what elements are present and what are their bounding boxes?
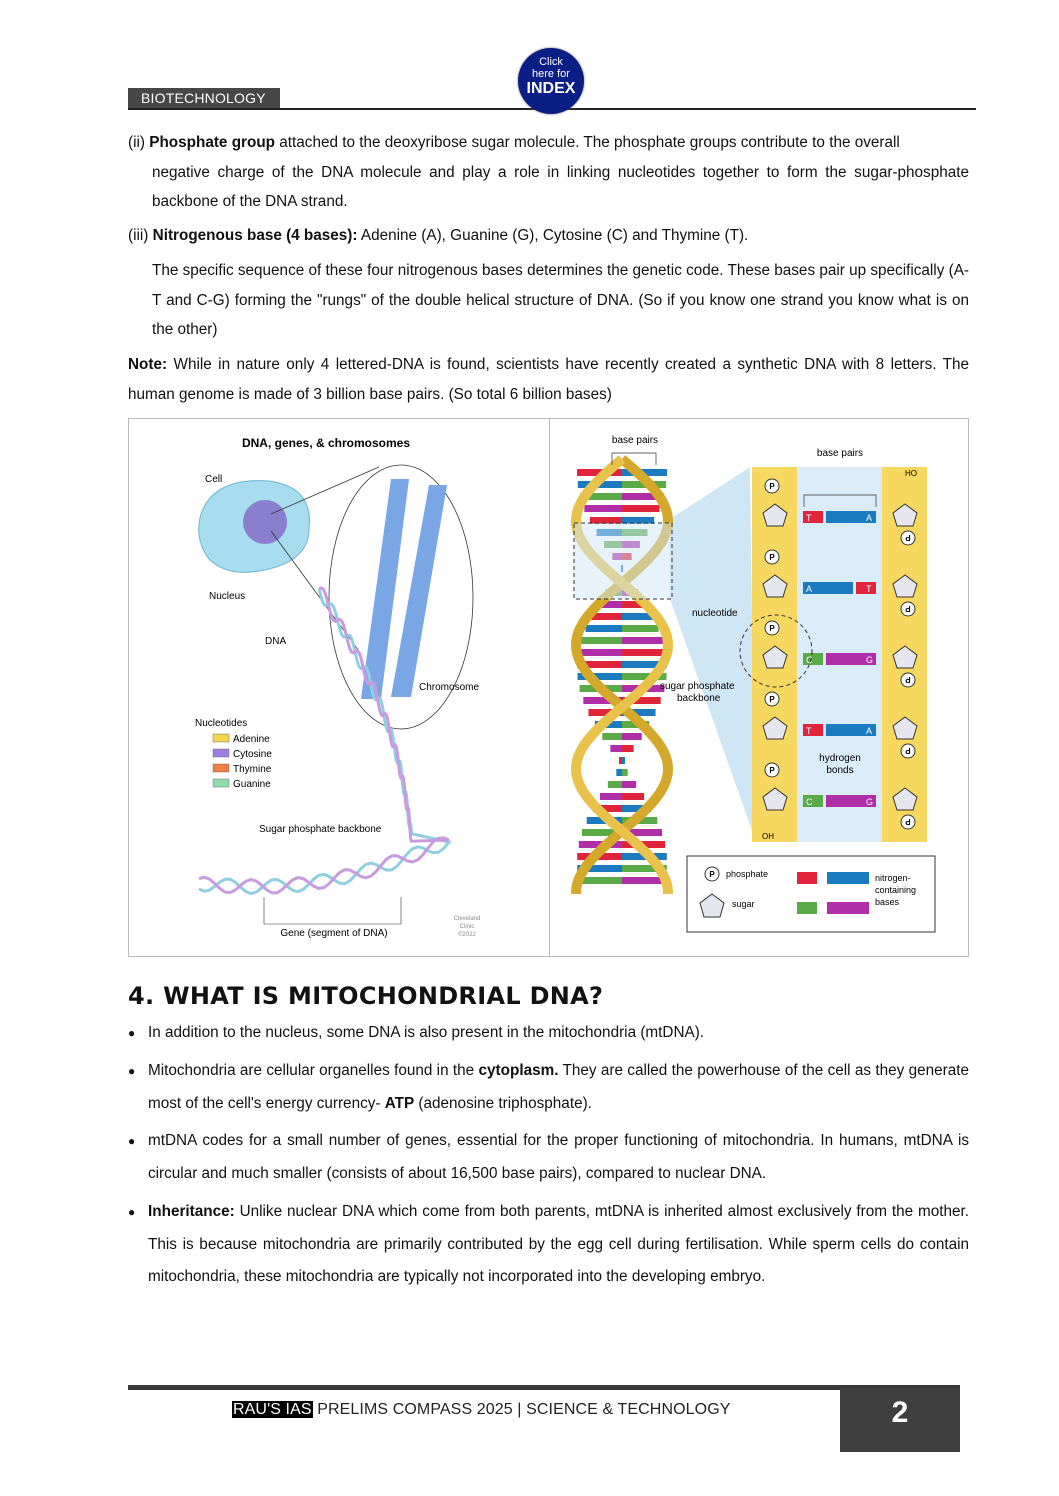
note-text: While in nature only 4 lettered-DNA is found, scientists have recently created a synthetic DNA with 8 letters. The human genome is made of 3 billion base pairs. (So total 6 billion bases) [128, 356, 969, 403]
adenine-icon [827, 872, 869, 884]
item-number: (ii) [128, 134, 145, 151]
helix-rung [600, 793, 622, 800]
paragraph-genetic-code: The specific sequence of these four nitrogenous bases determines the genetic code. These bases pair up specifically (A-T and C-G) forming the "rungs" of the double helical structure of DNA. (So if you know one strand you know what is on the other) [152, 262, 969, 338]
label-gene: Gene (segment of DNA) [280, 928, 388, 939]
legend-swatch [213, 779, 229, 787]
helix-rung [622, 769, 628, 776]
legend-phosphate: phosphate [726, 869, 769, 879]
base-letter: C [806, 797, 813, 807]
legend-bases: nitrogen- [875, 873, 911, 883]
phosphate-label: P [905, 675, 911, 684]
base-letter: T [806, 513, 812, 523]
zoom-projection [670, 467, 755, 839]
dna-genes-chromosomes-illustration [129, 419, 549, 956]
term: cytoplasm. [478, 1062, 559, 1079]
legend-label: Thymine [233, 764, 272, 775]
helix-rung [622, 733, 642, 740]
text: negative charge of the DNA molecule and play a role in linking nucleotides together to form the sugar-phosphate backbone of the DNA strand. [152, 163, 969, 210]
legend-swatch [213, 749, 229, 757]
term: Phosphate group [149, 134, 276, 151]
bullet-text: In addition to the nucleus, some DNA is also present in the mitochondria (mtDNA). [148, 1024, 705, 1041]
index-line3: INDEX [526, 80, 576, 97]
label-backbone: backbone [677, 693, 721, 704]
legend-label: Guanine [233, 779, 271, 790]
legend-label: Adenine [233, 734, 270, 745]
label-sugar-phosphate: sugar phosphate [660, 681, 735, 692]
item-number: (iii) [128, 227, 149, 244]
term: ATP [384, 1094, 415, 1112]
helix-rung [581, 637, 622, 644]
phosphate-label: P [769, 624, 775, 633]
helix-rung [622, 793, 644, 800]
paragraph-phosphate [128, 128, 969, 217]
bullet-text: Unlike nuclear DNA which come from both parents, mtDNA is inherited almost exclusively from the mother. This is because mitochondria are primarily contributed by the egg cell during fertilisation. While sperm cells do contain mitochondria, these mitochondria are typically not incorporated into the developing embryo. [148, 1203, 969, 1285]
nucleotide-legend [213, 734, 272, 790]
base-letter: A [866, 726, 873, 736]
footer-brand: RAU'S IAS [233, 1401, 312, 1418]
phosphate-label: P [769, 695, 775, 704]
helix-rung [622, 877, 665, 884]
base-letter: C [806, 655, 813, 665]
helix-rung [616, 769, 622, 776]
index-line2: here for [532, 68, 570, 80]
text: Adenine (A), Guanine (G), Cytosine (C) and Thymine (T). [357, 227, 749, 244]
footer-text [232, 1401, 731, 1419]
note-paragraph [128, 350, 969, 409]
bullet-item: ● Mitochondria are cellular organelles found in the cytoplasm. They are called the powerhouse of the cell as they generate most of the cell's energy currency- ATP (adenosine triphosphate). [128, 1062, 969, 1112]
legend-label: Cytosine [233, 749, 272, 760]
bullet-text: mtDNA codes for a small number of genes, essential for the proper functioning of mitochondria. In humans, mtDNA is circular and much smaller (consists of about 16,500 base pairs), compared to nuclear DNA. [148, 1132, 969, 1182]
legend-bases: bases [875, 897, 900, 907]
phosphate-label: P [905, 746, 911, 755]
base-letter: G [866, 797, 874, 807]
note-label: Note: [128, 356, 168, 373]
base-letter: A [806, 584, 813, 594]
label-base-pairs: base pairs [816, 448, 864, 459]
bullet-text: They are called the powerhouse of the cell as they generate most of the cell's energy currency- [148, 1062, 969, 1112]
helix-rung [584, 505, 622, 512]
text: attached to the deoxyribose sugar molecule. The phosphate groups contribute to the overall [275, 134, 900, 151]
footer-bar [128, 1385, 960, 1390]
footer-title: PRELIMS COMPASS 2025 | SCIENCE & TECHNOLOGY [312, 1401, 731, 1418]
credit-logo: Clinic [459, 924, 475, 930]
helix-rung [622, 745, 634, 752]
credit-logo: Cleveland [453, 916, 481, 922]
phosphate-label: P [905, 533, 911, 542]
helix-rung [579, 877, 622, 884]
thymine-icon [797, 872, 817, 884]
label-backbone: Sugar phosphate backbone [259, 824, 382, 835]
label-cell: Cell [205, 474, 223, 485]
phosphate-label: P [769, 553, 775, 562]
bullet-item: ● Inheritance: Unlike nuclear DNA which come from both parents, mtDNA is inherited almost exclusively from the mother. This is because mitochondria are primarily contributed by the egg cell during fertilisation. While sperm cells do contain mitochondria, these mitochondria are typically not incorporated into the developing embryo. [128, 1203, 969, 1285]
bullet-item: ● mtDNA codes for a small number of genes, essential for the proper functioning of mitochondria. In humans, mtDNA is circular and much smaller (consists of about 16,500 base pairs), compared to nuclear DNA. [128, 1132, 969, 1182]
legend-swatch [213, 764, 229, 772]
bullet-text: (adenosine triphosphate). [414, 1094, 592, 1112]
phosphate-label: P [769, 482, 775, 491]
section-tag: BIOTECHNOLOGY [128, 88, 280, 109]
legend-title: Nucleotides [195, 718, 248, 729]
base-letter: T [806, 726, 812, 736]
legend-bases: containing [875, 885, 917, 895]
cytosine-icon [797, 902, 817, 914]
index-link-button[interactable] [518, 48, 584, 114]
dna-structure-illustration [550, 419, 970, 956]
dna-figure [128, 418, 969, 957]
label-nucleus: Nucleus [209, 591, 246, 602]
phosphate-label: P [905, 817, 911, 826]
page-number: 2 [840, 1388, 960, 1452]
helix-rung [622, 757, 625, 764]
helix-rung [578, 649, 622, 656]
term: Nitrogenous base (4 bases): [152, 227, 358, 244]
helix-rung [622, 505, 660, 512]
base-letter: T [866, 584, 872, 594]
label-dna: DNA [265, 636, 287, 647]
phosphate-label: P [769, 766, 775, 775]
zoom-region [574, 523, 672, 599]
helix-rung [602, 733, 622, 740]
nucleus-shape [243, 500, 287, 544]
helix-rung [622, 781, 636, 788]
bullet-text: Mitochondria are cellular organelles found in the [148, 1062, 479, 1079]
helix-rung [586, 625, 622, 632]
label-oh: OH [762, 832, 774, 841]
helix-rung [619, 757, 622, 764]
base-letter: A [866, 513, 873, 523]
helix-rung [622, 625, 658, 632]
guanine-icon [827, 902, 869, 914]
label-base-pairs-top: base pairs [611, 435, 659, 446]
paragraph-nitrogenous [128, 221, 969, 251]
legend-swatch [213, 734, 229, 742]
legend-sugar: sugar [732, 899, 755, 909]
bullet-item: ● In addition to the nucleus, some DNA is also present in the mitochondria (mtDNA). [128, 1024, 705, 1041]
section-heading: 4. WHAT IS MITOCHONDRIAL DNA? [128, 982, 604, 1010]
label-bonds: bonds [826, 765, 854, 776]
index-line1: Click [539, 56, 563, 68]
p-symbol: P [709, 870, 715, 879]
helix-rung [608, 781, 622, 788]
helix-rung [610, 745, 622, 752]
label-nucleotide: nucleotide [692, 608, 738, 619]
base-letter: G [866, 655, 874, 665]
left-figure-title: DNA, genes, & chromosomes [241, 436, 411, 450]
phosphate-label: P [905, 604, 911, 613]
helix-rung [622, 637, 663, 644]
term: Inheritance: [148, 1203, 235, 1220]
helix-rung [622, 649, 666, 656]
label-ho: HO [905, 469, 917, 478]
credit-logo: ©2022 [458, 932, 476, 938]
label-chromosome: Chromosome [419, 682, 480, 693]
label-hydrogen: hydrogen [819, 753, 861, 764]
